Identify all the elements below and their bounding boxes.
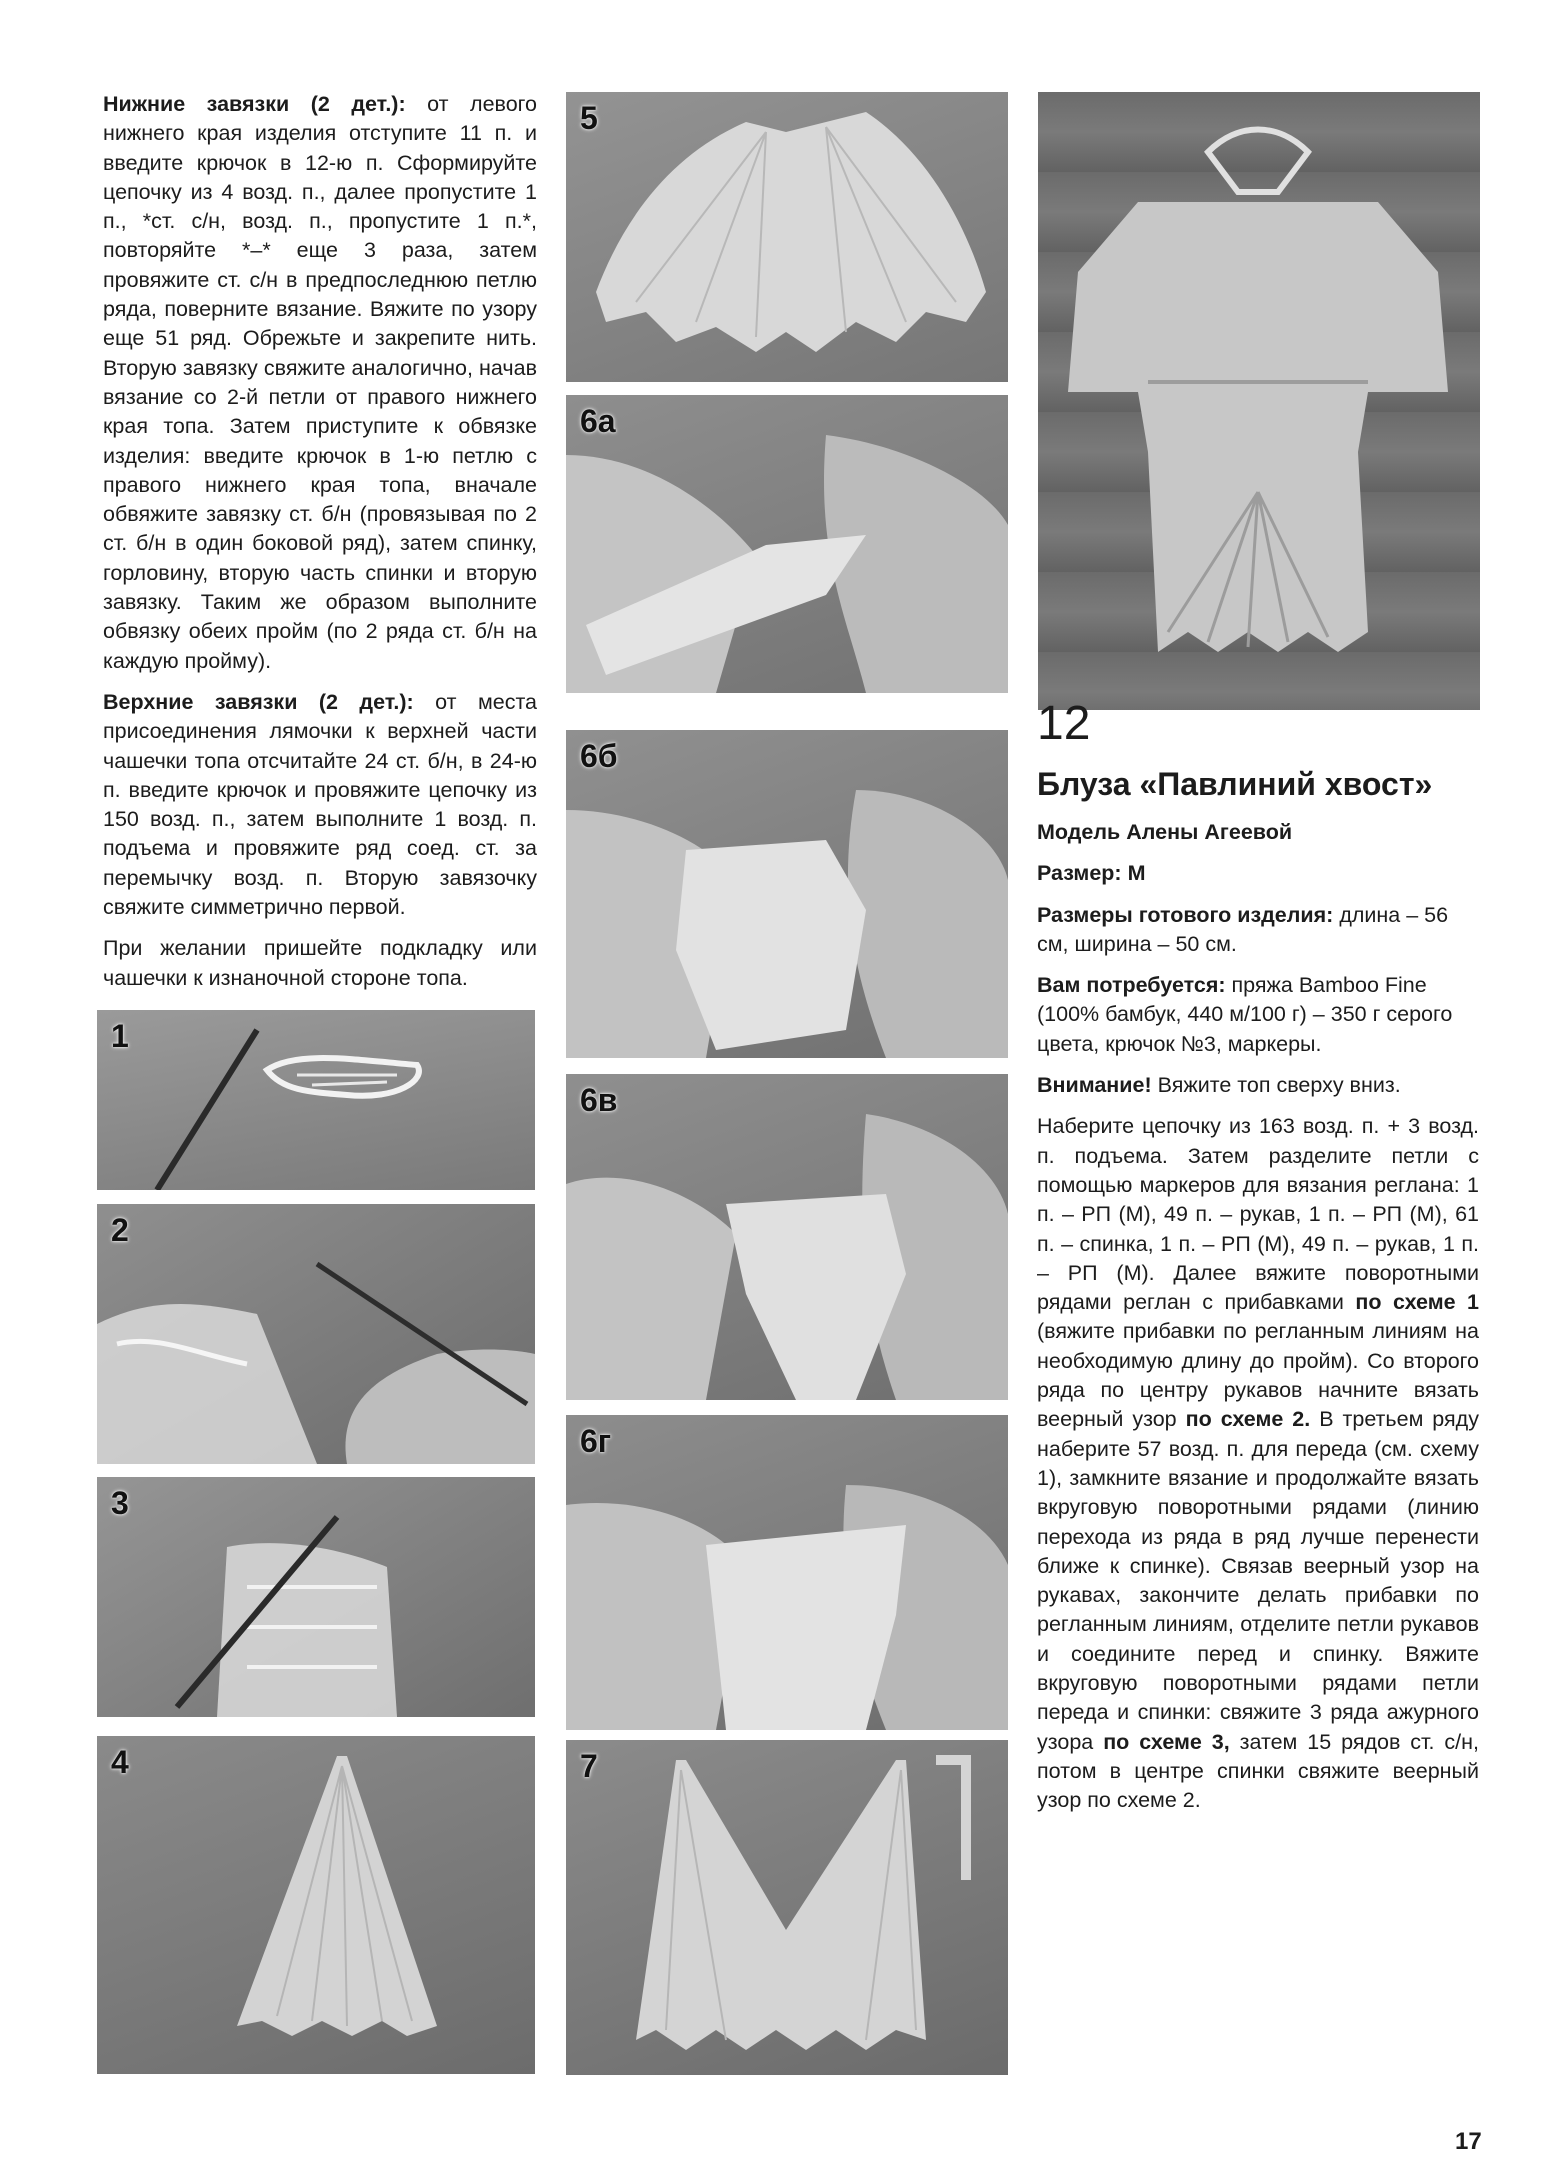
instructions-part-2: (вяжите прибавки по регланным линиям на необходимую длину до пройм). Со второго ряда по центру рукавов начните вязать веерный узор [1037, 1319, 1479, 1432]
upper-ties-label: Верхние завязки (2 дет.): [103, 689, 414, 714]
photo-6a-label: 6а [580, 403, 616, 439]
photo-6g [566, 1415, 1008, 1730]
blouse-illustration [1038, 92, 1480, 710]
attention-value: Вяжите топ сверху вниз. [1157, 1073, 1401, 1098]
scheme-1-ref: по схеме 1 [1355, 1290, 1479, 1315]
upper-ties-paragraph [103, 688, 537, 922]
fan-panel-illustration [566, 92, 1008, 382]
photo-6b-label: 6б [580, 738, 618, 774]
photo-6v [566, 1074, 1008, 1400]
photo-6b [566, 730, 1008, 1058]
lower-ties-label: Нижние завязки (2 дет.): [103, 92, 406, 116]
lower-ties-text: от левого нижнего края изделия отступите 11 п. и введите крючок в 12-ю п. Сформируйте цепочку из 4 возд. п., далее пропустите 1 п., *ст. с/н, возд. п., пропустите 1 п.*, повторяйте *–* еще 3 раза, затем провяжите ст. с/н в предпоследнюю петлю ряда, поверните вязание. Вяжите по узору еще 51 ряд. Обрежьте и закрепите нить. Вторую завязку свяжите аналогично, начав вязание со 2-й петли от правого нижнего края топа. Затем приступите к обвязке изделия: введите крючок в 1-ю петлю с правого нижнего края топа, вначале обвяжите завязку ст. б/н (провязывая по 2 ст. б/н в один боковой ряд), затем спинку, горловину, вторую часть спинки и вторую завязку. Таким же образом выполните обвязку обеих пройм (по 2 ряда ст. б/н на каждую пройму). [103, 92, 537, 673]
photo-3-label: 3 [111, 1485, 129, 1521]
pattern-number: 12 [1037, 697, 1091, 750]
left-text-column [103, 90, 537, 1005]
blouse-photo [1038, 92, 1480, 710]
dimensions-line [1037, 901, 1479, 960]
photo-4-label: 4 [111, 1744, 129, 1780]
pattern-title: Блуза «Павлиний хвост» [1037, 766, 1433, 802]
attention-line [1037, 1071, 1479, 1100]
page-number: 17 [1455, 2128, 1482, 2155]
right-text-column [1037, 818, 1479, 1828]
photo-6g-label: 6г [580, 1423, 612, 1459]
size-line [1037, 859, 1479, 888]
scheme-3-ref: по схеме 3, [1103, 1729, 1230, 1754]
size-label: Размер: [1037, 861, 1122, 886]
lower-ties-paragraph [103, 90, 537, 676]
photo-3 [97, 1477, 535, 1717]
photo-6v-label: 6в [580, 1082, 618, 1118]
materials-line [1037, 971, 1479, 1059]
instructions-part-3: В третьем ряду наберите 57 возд. п. для переда (см. схему 1), замкните вязание и продолжайте вязать вкруговую поворотными рядами (линию перехода из ряда в ряд лучше перенести ближе к спинке). Связав веерный узор на рукавах, закончите делать прибавки по регланным линиям, отделите петли рукавов и соедините перед и спинку. Вяжите вкруговую поворотными рядами петли переда и спинки: свяжите 3 ряда ажурного узора [1037, 1407, 1479, 1754]
instructions-paragraph [1037, 1112, 1479, 1815]
photo-7-label: 7 [580, 1748, 598, 1784]
hands-crochet-illustration [566, 730, 1008, 1058]
photo-2 [97, 1204, 535, 1464]
lining-paragraph: При желании пришейте подкладку или чашечки к изнаночной стороне топа. [103, 936, 537, 990]
instructions-part-4: затем 15 рядов ст. с/н, потом в центре спинки свяжите веерный узор по схеме 2. [1037, 1729, 1479, 1813]
photo-7 [566, 1740, 1008, 2075]
hands-crochet-illustration [566, 1415, 1008, 1730]
attention-label: Внимание! [1037, 1073, 1152, 1098]
hands-crochet-illustration [566, 395, 1008, 693]
hands-crochet-illustration [566, 1074, 1008, 1400]
instructions-part-1: Наберите цепочку из 163 возд. п. + 3 возд. п. подъема. Затем разделите петли с помощью маркеров для вязания реглана: 1 п. – РП (М), 49 п. – рукав, 1 п. – РП (М), 61 п. – спинка, 1 п. – РП (М), 49 п. – рукав, 1 п. – РП (М). Далее вяжите поворотными рядами реглан с прибавками [1037, 1114, 1479, 1315]
dimensions-value: длина – 56 см, ширина – 50 см. [1037, 902, 1449, 956]
photo-5-label: 5 [580, 100, 598, 136]
materials-label: Вам потребуется: [1037, 973, 1226, 998]
photo-1 [97, 1010, 535, 1190]
model-credit: Модель Алены Агеевой [1037, 820, 1293, 844]
photo-2-label: 2 [111, 1212, 129, 1248]
upper-ties-text: от места присоединения лямочки к верхней части чашечки топа отсчитайте 24 ст. б/н, в 24-ю п. введите крючок и провяжите цепочку из 150 возд. п., затем выполните 1 возд. п. подъема и провяжите ряд соед. ст. за перемычку возд. п. Вторую завязочку свяжите симметрично первой. [103, 689, 538, 920]
size-value: М [1127, 861, 1146, 886]
bra-cup-illustration [97, 1736, 535, 2074]
crochet-hands-illustration [97, 1204, 535, 1464]
model-line [1037, 818, 1479, 847]
photo-1-label: 1 [111, 1018, 129, 1054]
dimensions-label: Размеры готового изделия: [1037, 902, 1334, 927]
photo-5 [566, 92, 1008, 382]
finished-top-illustration [566, 1740, 1008, 2075]
photo-6a [566, 395, 1008, 693]
materials-value: пряжа Bamboo Fine (100% бамбук, 440 м/100 г) – 350 г серого цвета, крючок №3, маркеры. [1037, 973, 1453, 1056]
crochet-chain-illustration [97, 1010, 535, 1190]
scheme-2-ref: по схеме 2. [1185, 1407, 1311, 1432]
crochet-swatch-illustration [97, 1477, 535, 1717]
photo-4 [97, 1736, 535, 2074]
